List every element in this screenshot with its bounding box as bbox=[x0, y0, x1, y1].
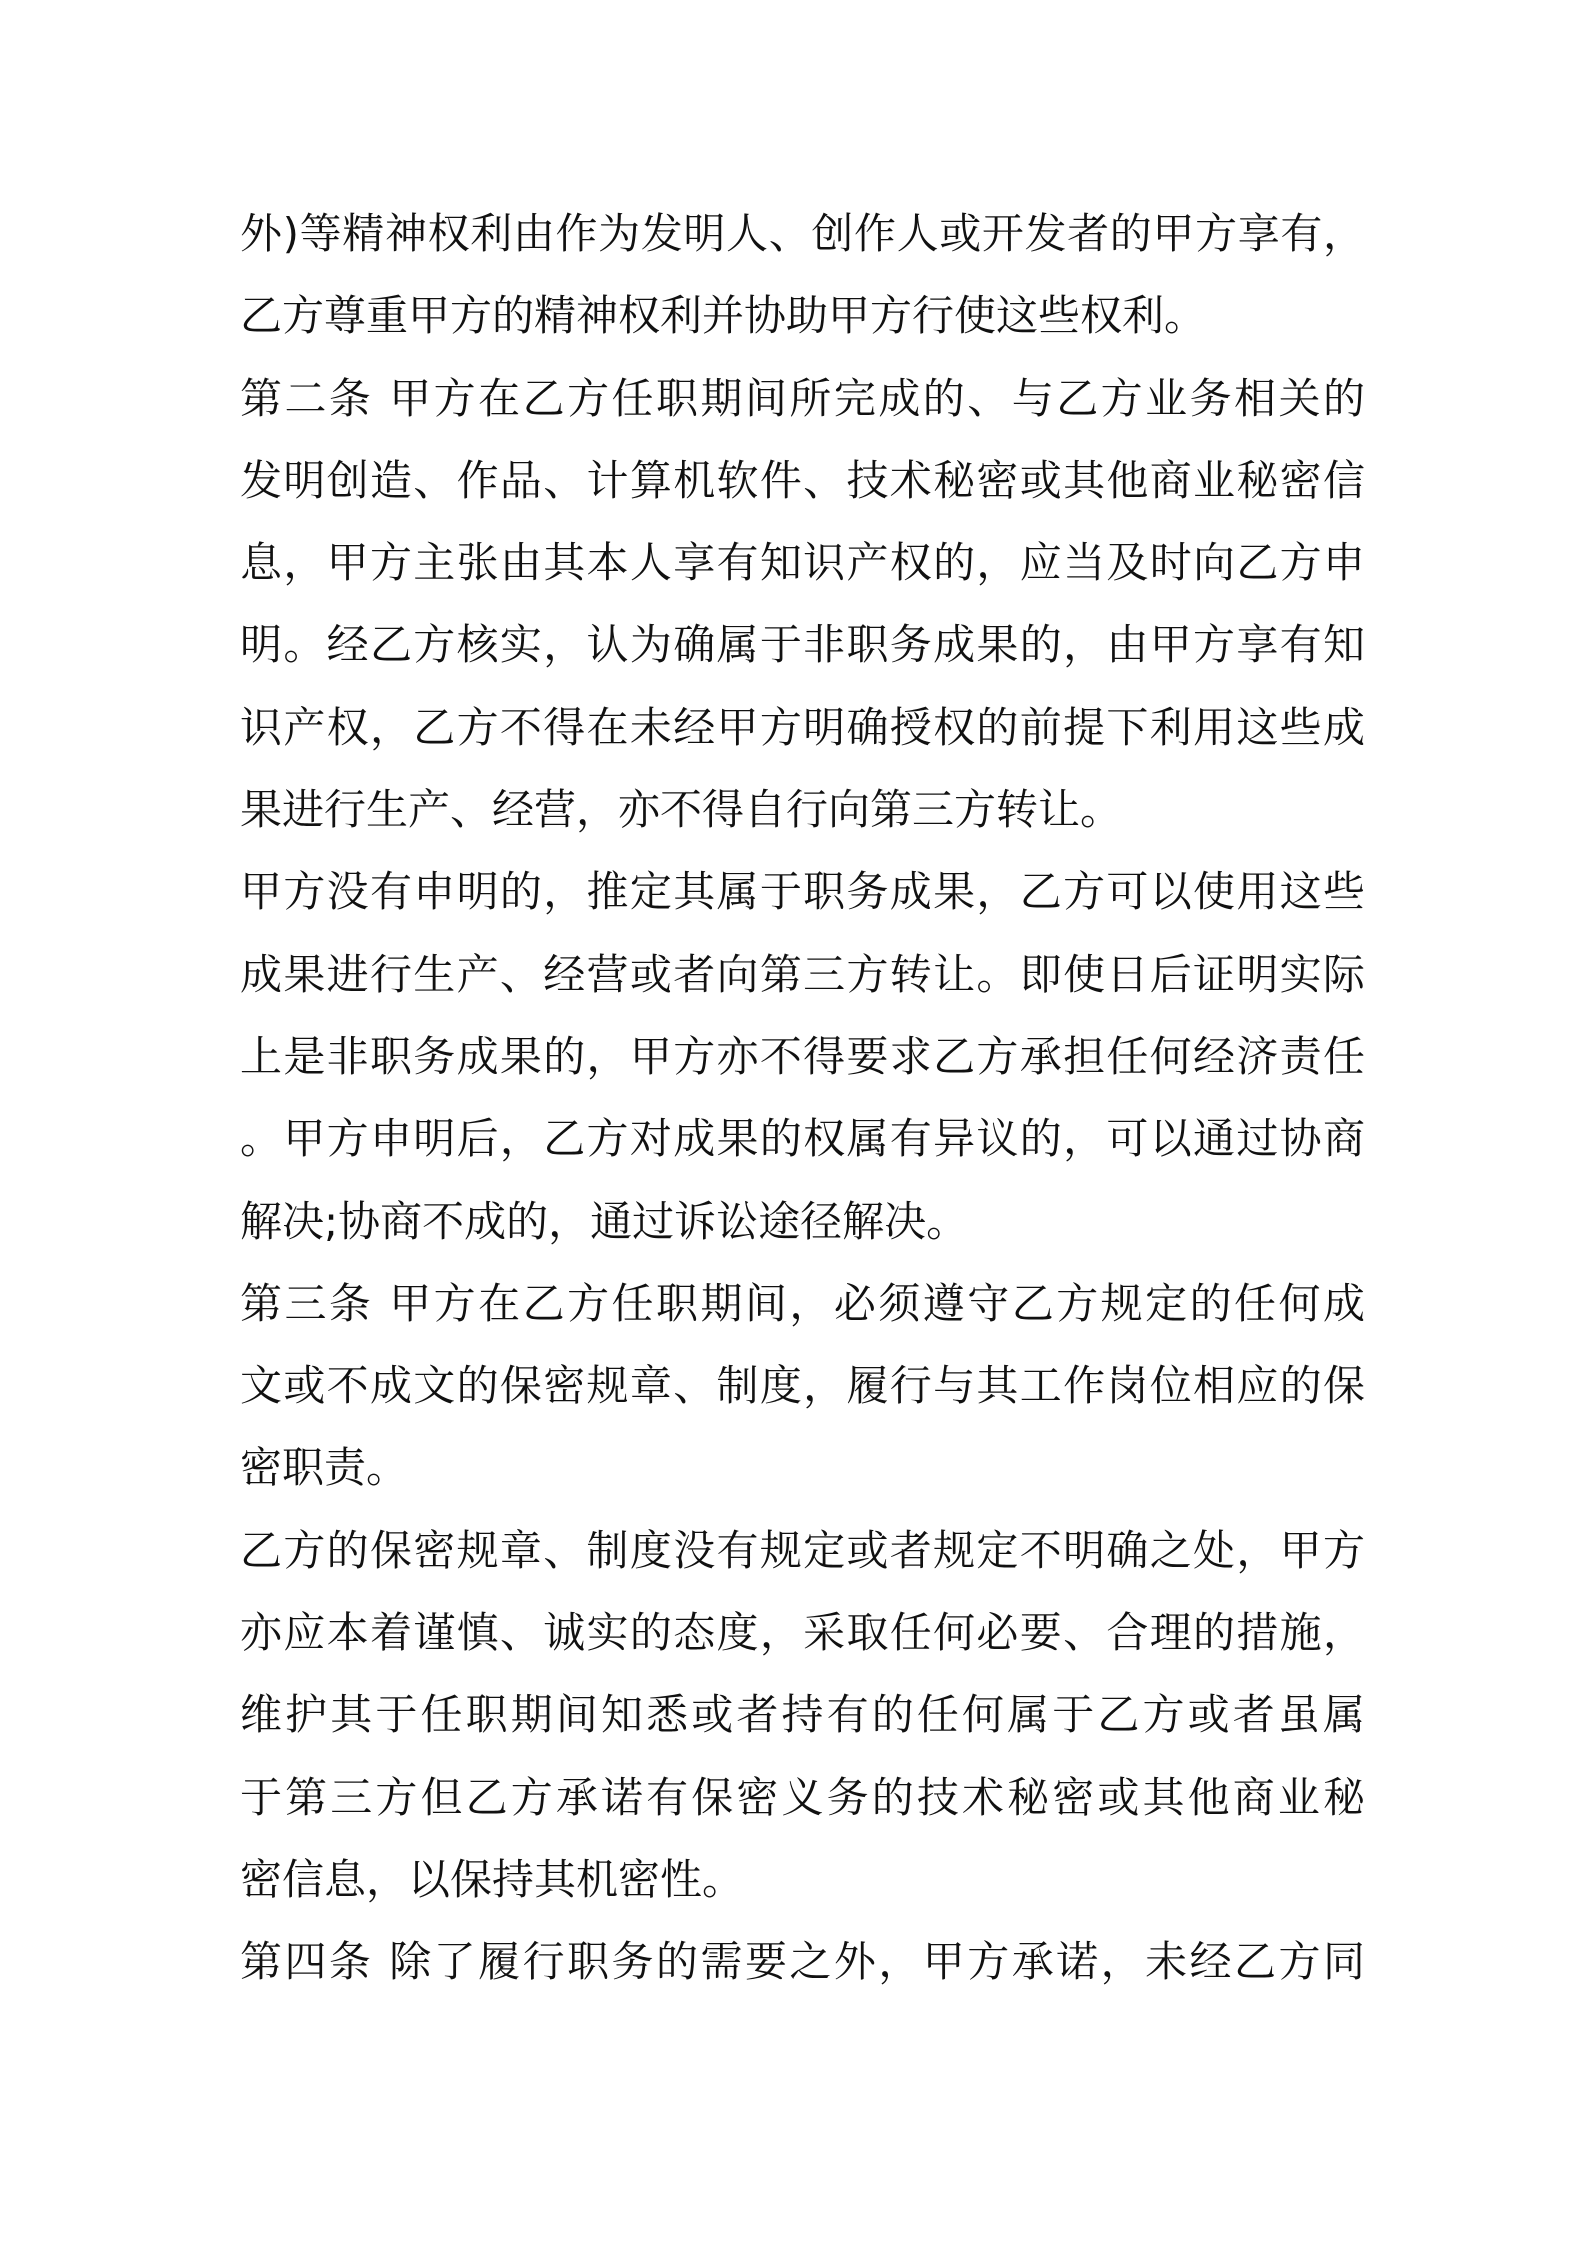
text-line: 第四条 除了履行职务的需要之外，甲方承诺，未经乙方同 bbox=[240, 1937, 1365, 1987]
text-line: 解决;协商不成的，通过诉讼途径解决。 bbox=[240, 1196, 969, 1246]
text-line: 文或不成文的保密规章、制度，履行与其工作岗位相应的保 bbox=[240, 1361, 1365, 1411]
text-line: 密职责。 bbox=[240, 1443, 409, 1493]
text-line: 成果进行生产、经营或者向第三方转让。即使日后证明实际 bbox=[240, 949, 1365, 999]
text-line: 亦应本着谨慎、诚实的态度，采取任何必要、合理的措施， bbox=[240, 1608, 1365, 1658]
text-line: 外)等精神权利由作为发明人、创作人或开发者的甲方享有， bbox=[240, 209, 1365, 258]
text-line: 第三条 甲方在乙方任职期间，必须遵守乙方规定的任何成 bbox=[240, 1278, 1365, 1328]
document-body-text bbox=[240, 193, 1365, 2004]
text-line: 上是非职务成果的，甲方亦不得要求乙方承担任何经济责任 bbox=[240, 1031, 1365, 1081]
text-line: 乙方的保密规章、制度没有规定或者规定不明确之处，甲方 bbox=[240, 1525, 1365, 1575]
text-line: 维护其于任职期间知悉或者持有的任何属于乙方或者虽属 bbox=[240, 1690, 1365, 1740]
text-line: 密信息，以保持其机密性。 bbox=[240, 1854, 745, 1904]
text-line: 甲方没有申明的，推定其属于职务成果，乙方可以使用这些 bbox=[240, 867, 1365, 917]
text-line: 发明创造、作品、计算机软件、技术秘密或其他商业秘密信 bbox=[240, 455, 1365, 505]
text-line: 。甲方申明后，乙方对成果的权属有异议的，可以通过协商 bbox=[240, 1114, 1365, 1164]
text-line: 识产权，乙方不得在未经甲方明确授权的前提下利用这些成 bbox=[240, 702, 1365, 752]
text-line: 果进行生产、经营，亦不得自行向第三方转让。 bbox=[240, 785, 1123, 835]
text-line: 于第三方但乙方承诺有保密义务的技术秘密或其他商业秘 bbox=[240, 1772, 1365, 1822]
text-line: 明。经乙方核实，认为确属于非职务成果的，由甲方享有知 bbox=[240, 620, 1365, 670]
text-line: 第二条 甲方在乙方任职期间所完成的、与乙方业务相关的 bbox=[240, 373, 1365, 423]
text-line: 息，甲方主张由其本人享有知识产权的，应当及时向乙方申 bbox=[240, 538, 1365, 588]
text-line: 乙方尊重甲方的精神权利并协助甲方行使这些权利。 bbox=[240, 291, 1207, 341]
